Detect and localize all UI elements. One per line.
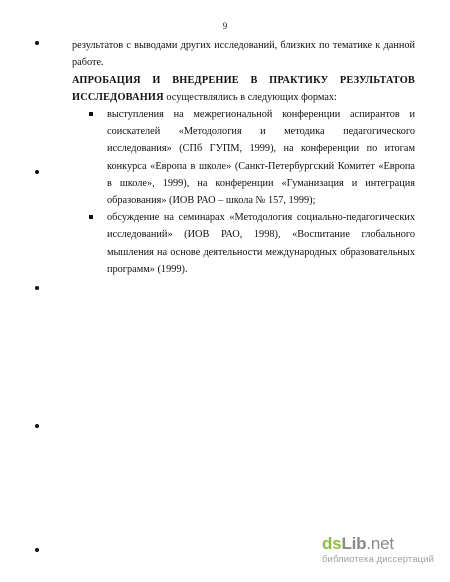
paragraph-continuation: результатов с выводами других исследований, близких по тематике к данной работе. — [72, 40, 415, 69]
approbation-list — [72, 106, 415, 278]
square-bullet-icon — [89, 112, 93, 116]
dslib-watermark — [322, 534, 442, 566]
section-paragraph — [72, 72, 415, 106]
logo-part-lib: Lib — [341, 534, 367, 553]
page-number: 9 — [222, 21, 228, 31]
logo-part-ds: ds — [322, 534, 342, 553]
list-item — [72, 106, 415, 209]
section-heading-continuation: осуществлялись в следующих формах: — [163, 92, 337, 104]
watermark-tagline: библиотека диссертаций — [322, 554, 434, 565]
list-item — [72, 209, 415, 278]
dslib-logo — [322, 534, 442, 554]
binder-hole-mark — [35, 41, 39, 45]
list-item-text: выступления на межрегиональной конференции аспирантов и соискателей «Методология и методика педагогического исследования» (СПб ГУПМ, 1999), на конференции по итогам конкурса «Европа в школе» (Санкт-Петербургский Комитет «Европа в школе», 1999), на конференции «Гуманизация и интеграция образования» (ИОВ РАО – школа № 157, 1999); — [107, 109, 415, 207]
square-bullet-icon — [89, 215, 93, 219]
binder-hole-mark — [35, 548, 39, 552]
list-item-text: обсуждение на семинарах «Методология социально-педагогических исследований» (ИОВ РАО, 1998), «Воспитание глобального мышления на основе деятельности международных образовательных программ» (1999). — [107, 212, 415, 275]
binder-hole-mark — [35, 286, 39, 290]
section-heading: АПРОБАЦИЯ И ВНЕДРЕНИЕ В ПРАКТИКУ РЕЗУЛЬТАТОВ ИССЛЕДОВАНИЯ — [72, 75, 415, 104]
binder-hole-mark — [35, 170, 39, 174]
logo-part-net: .net — [366, 534, 394, 553]
binder-hole-mark — [35, 424, 39, 428]
